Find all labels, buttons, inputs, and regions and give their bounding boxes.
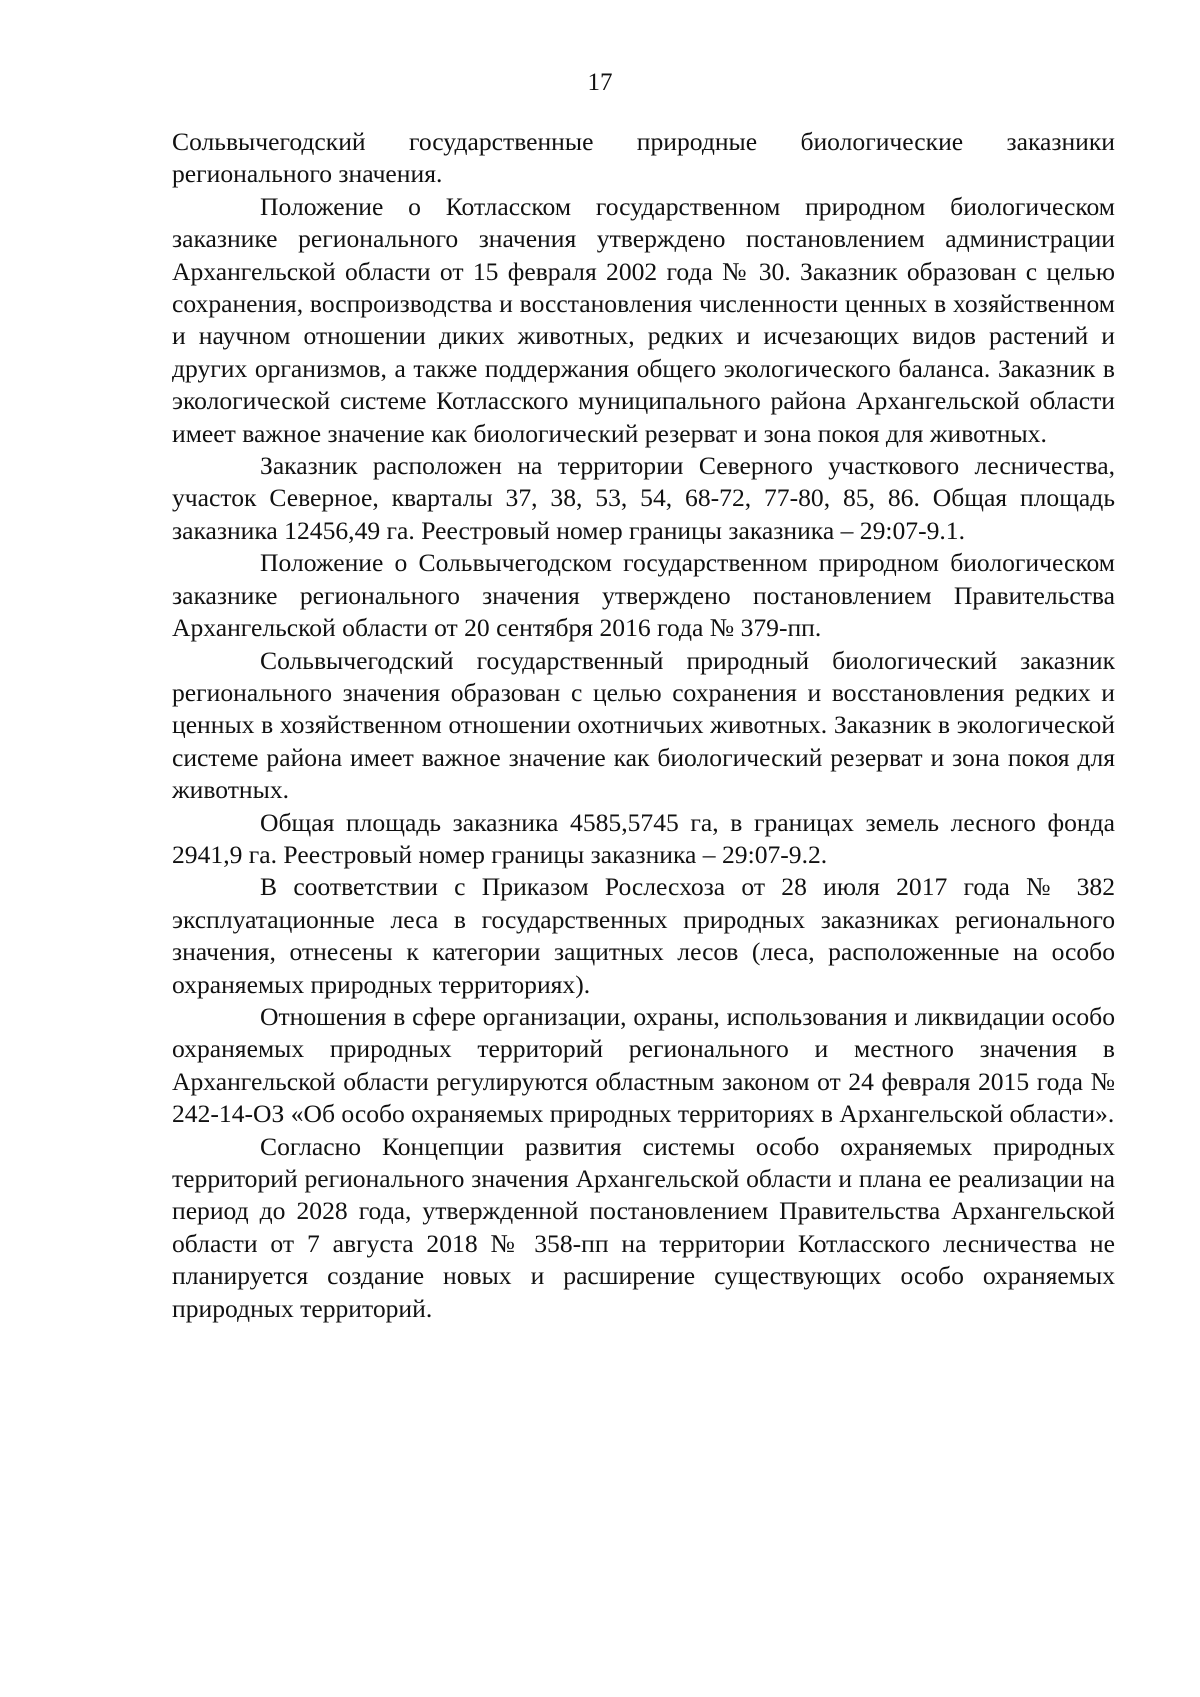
paragraph-concept-plan: Согласно Концепции развития системы особо охраняемых природных территорий регионального значения Архангельской области и плана ее реализации на период до 2028 года, утвержденной постановлением Правительства Архангельской области от 7 августа 2018 № 358-пп на территории Котласского лесничества не планируется создание новых и расширение существующих особо охраняемых природных территорий. xyxy=(172,1131,1115,1323)
paragraph-regional-law: Отношения в сфере организации, охраны, использования и ликвидации особо охраняемых природных территорий регионального и местного значения в Архангельской области регулируются областным законом от 24 февраля 2015 года № 242-14-ОЗ «Об особо охраняемых природных территориях в Архангельской области». xyxy=(172,1001,1115,1129)
paragraph-solvychegodsk-purpose: Сольвычегодский государственный природный биологический заказник регионального значения образован с целью сохранения и восстановления редких и ценных в хозяйственном отношении охотничьих животных. Заказник в экологической системе района имеет важное значение как биологический резерват и зона покоя для животных. xyxy=(172,645,1115,805)
paragraph-solvychegodsk-regulation: Положение о Сольвычегодском государственном природном биологическом заказнике регионального значения утверждено постановлением Правительства Архангельской области от 20 сентября 2016 года № 379-пп. xyxy=(172,548,1115,643)
page-number: 17 xyxy=(587,69,613,96)
paragraph-solvychegodsk-area: Общая площадь заказника 4585,5745 га, в границах земель лесного фонда 2941,9 га. Реестровый номер границы заказника – 29:07-9.2. xyxy=(172,807,1115,869)
paragraph-protective-forests: В соответствии с Приказом Рослесхоза от 28 июля 2017 года № 382 эксплуатационные леса в государственных природных заказниках регионального значения, отнесены к категории защитных лесов (леса, расположенные на особо охраняемых природных территориях). xyxy=(172,872,1115,999)
paragraph-kotlas-location: Заказник расположен на территории Северного участкового лесничества, участок Северное, кварталы 37, 38, 53, 54, 68-72, 77-80, 85, 86. Общая площадь заказника 12456,49 га. Реестровый номер границы заказника – 29:07-9.1. xyxy=(172,451,1115,545)
paragraph-continuation: Сольвычегодский государственные природные биологические заказники регионального значения. xyxy=(172,127,1115,189)
paragraph-kotlas-regulation: Положение о Котласском государственном природном биологическом заказнике регионального значения утверждено постановлением администрации Архангельской области от 15 февраля 2002 года № 30. Заказник образован с целью сохранения, воспроизводства и восстановления численности ценных в хозяйственном и научном отношении диких животных, редких и исчезающих видов растений и других организмов, а также поддержания общего экологического баланса. Заказник в экологической системе Котласского муниципального района Архангельской области имеет важное значение как биологический резерват и зона покоя для животных. xyxy=(172,191,1115,448)
document-body xyxy=(172,126,1115,1325)
